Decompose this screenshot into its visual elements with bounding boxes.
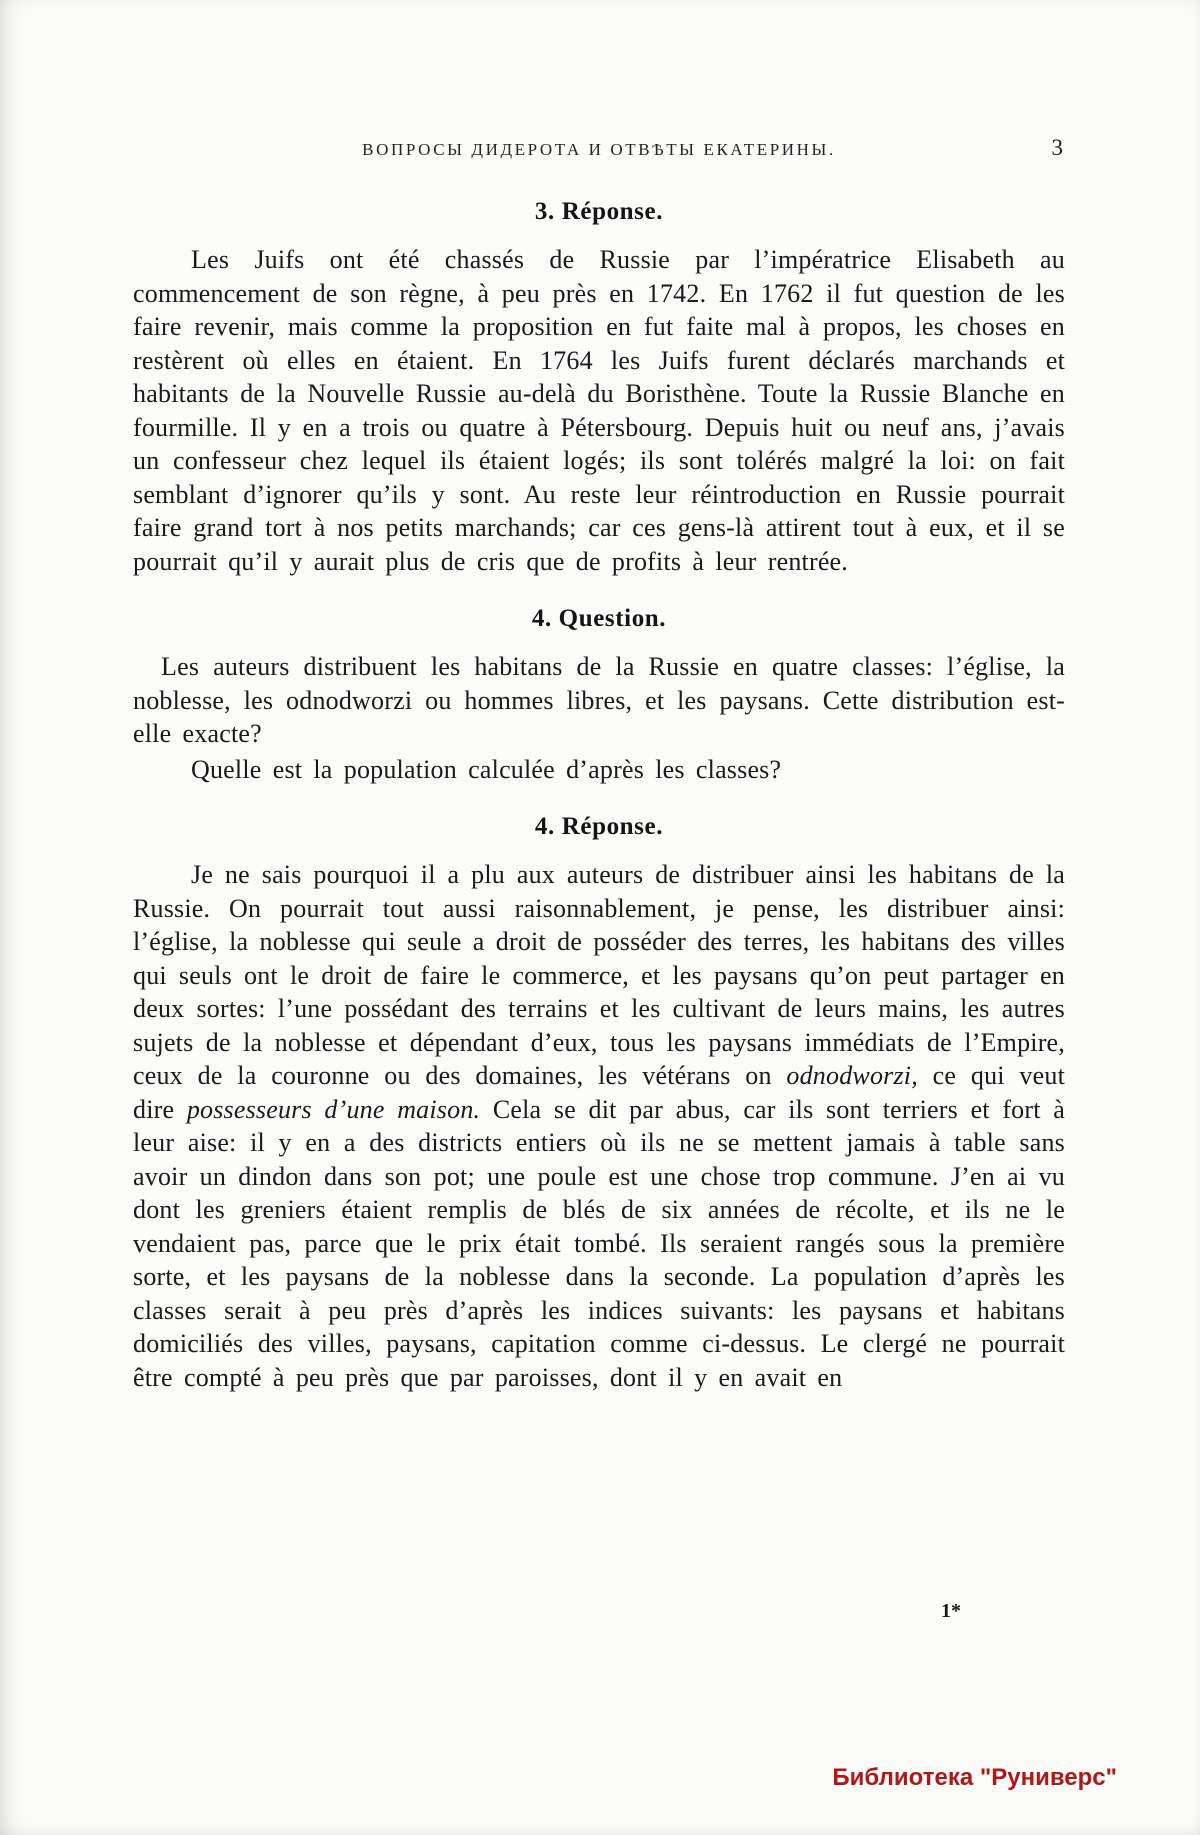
page-number: 3 bbox=[1051, 135, 1063, 160]
page-header bbox=[133, 137, 1065, 167]
paragraph-question-4-b bbox=[133, 753, 1065, 787]
text-segment: ce qui veut dire bbox=[133, 1061, 1066, 1124]
paragraph-reponse-4 bbox=[133, 858, 1065, 1394]
running-title: ВОПРОСЫ ДИДЕРОТА И ОТВѢТЫ ЕКАТЕРИНЫ. bbox=[362, 140, 836, 159]
paragraph-reponse-3 bbox=[133, 243, 1065, 578]
text-segment: Les Juifs ont été chassés de Russie par l’impératrice Elisabeth au commencement de son règne, à peu près en 1742. En 1762 il fut question de les faire revenir, mais comme la proposition en fut faite mal à propos, les choses en restèrent où elles en étaient. En 1764 les Juifs furent déclarés marchands et habitants de la Nouvelle Russie au-delà du Boristhène. Toute la Russie Blanche en fourmille. Il y en a trois ou quatre à Pétersbourg. Depuis huit ou neuf ans, j’avais un confesseur chez lequel ils étaient logés; ils sont tolérés malgré la loi: on fait semblant d’ignorer qu’ils y sont. Au reste leur réintroduction en Russie pourrait faire grand tort à nos petits marchands; car ces gens-là attirent tout à eux, et il se pourrait qu’il y aurait plus de cris que de profits à leur rentrée. bbox=[133, 245, 1065, 576]
text-segment: Quelle est la population calculée d’après les classes? bbox=[191, 754, 782, 784]
section-heading-reponse-3: 3. Réponse. bbox=[534, 198, 664, 225]
watermark: Библиотека "Руниверс" bbox=[832, 1764, 1117, 1791]
text-block bbox=[133, 186, 1065, 1394]
italic-term-possesseurs: possesseurs d’une maison. bbox=[186, 1094, 481, 1124]
text-segment: Cela se dit par abus, car ils sont terriers et fort à leur aise: il y en a des districts entiers où ils ne se mettent jamais à table sans avoir un dindon dans son pot; une poule est une chose trop commune. J’en ai vu dont les greniers étaient remplis de blés de six années de récolte, et ils ne le vendaient pas, parce que le prix était tombé. Ils seraient rangés sous la première sorte, et les paysans de la noblesse dans la seconde. La population d’après les classes serait à peu près d’après les indices suivants: les paysans et habitans domiciliés des villes, paysans, capitation comme ci-dessus. Le clergé ne pourrait être compté à peu près que par paroisses, dont il y en avait en bbox=[133, 1094, 1066, 1392]
text-segment: Les auteurs distribuent les habitans de la Russie en quatre classes: l’église, la noblesse, les odnodworzi ou hommes libres, et les paysans. Cette distribution est-elle exacte? bbox=[133, 652, 1065, 748]
section-heading-question-4: 4. Question. bbox=[531, 605, 667, 632]
paragraph-question-4-a bbox=[133, 650, 1065, 751]
italic-term-odnodworzi: odnodworzi, bbox=[786, 1061, 918, 1090]
section-heading-reponse-4: 4. Réponse. bbox=[534, 813, 664, 840]
text-segment: Je ne sais pourquoi il a plu aux auteurs de distribuer ainsi les habitans de la Russie. On pourrait tout aussi raisonnablement, je pense, les distribuer ainsi: l’église, la noblesse qui seule a droit de posséder des terres, les habitans des villes qui seuls ont le droit de faire le commerce, et les paysans qu’on peut partager en deux sortes: l’une possédant des terrains et les cultivant de leurs mains, les autres sujets de la noblesse et dépendant d’eux, tous les paysans immédiats de l’Empire, ceux de la couronne ou des domaines, les vétérans on bbox=[133, 860, 1065, 1090]
signature-mark: 1* bbox=[941, 1600, 961, 1622]
